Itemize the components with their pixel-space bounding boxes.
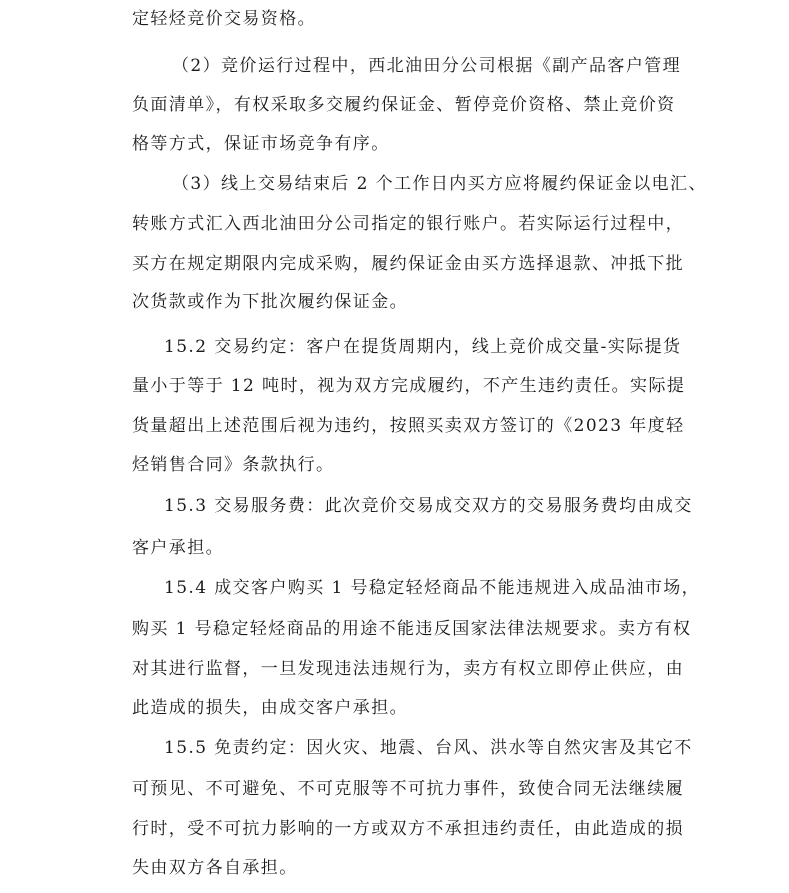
text-line: （3）线上交易结束后 2 个工作日内买方应将履约保证金以电汇、 (172, 174, 707, 194)
text-line: 格等方式，保证市场竞争有序。 (132, 134, 390, 154)
text-line: 15.5 免责约定：因火灾、地震、台风、洪水等自然灾害及其它不 (164, 738, 693, 758)
text-line: 烃销售合同》条款执行。 (132, 455, 335, 475)
text-line: 15.4 成交客户购买 1 号稳定轻烃商品不能违规进入成品油市场， (164, 578, 701, 598)
text-line: 负面清单》，有权采取多交履约保证金、暂停竞价资格、禁止竞价资 (132, 95, 676, 115)
text-line: 购买 1 号稳定轻烃商品的用途不能违反国家法律法规要求。卖方有权 (132, 619, 692, 639)
text-line: 可预见、不可避免、不可克服等不可抗力事件，致使合同无法继续履 (132, 779, 684, 799)
text-line: 买方在规定期限内完成采购，履约保证金由买方选择退款、冲抵下批 (132, 254, 684, 274)
text-line: 客户承担。 (132, 538, 224, 558)
text-line: （2）竞价运行过程中，西北油田分公司根据《副产品客户管理 (172, 56, 682, 76)
text-line: 量小于等于 12 吨时，视为双方完成履约，不产生违约责任。实际提 (132, 376, 686, 396)
text-line: 此造成的损失，由成交客户承担。 (132, 698, 408, 718)
text-line: 货量超出上述范围后视为违约，按照买卖双方签订的《2023 年度轻 (132, 416, 685, 436)
text-line: 转账方式汇入西北油田分公司指定的银行账户。若实际运行过程中， (132, 214, 684, 234)
text-line: 行时，受不可抗力影响的一方或双方不承担违约责任，由此造成的损 (132, 819, 684, 839)
text-line: 定轻烃竞价交易资格。 (132, 9, 316, 29)
text-line: 15.3 交易服务费：此次竞价交易成交双方的交易服务费均由成交 (164, 496, 693, 516)
text-line: 失由双方各自承担。 (132, 858, 298, 878)
text-line: 对其进行监督，一旦发现违法违规行为，卖方有权立即停止供应，由 (132, 659, 684, 679)
text-line: 15.2 交易约定：客户在提货周期内，线上竞价成交量-实际提货 (164, 337, 682, 357)
text-line: 次货款或作为下批次履约保证金。 (132, 292, 408, 312)
